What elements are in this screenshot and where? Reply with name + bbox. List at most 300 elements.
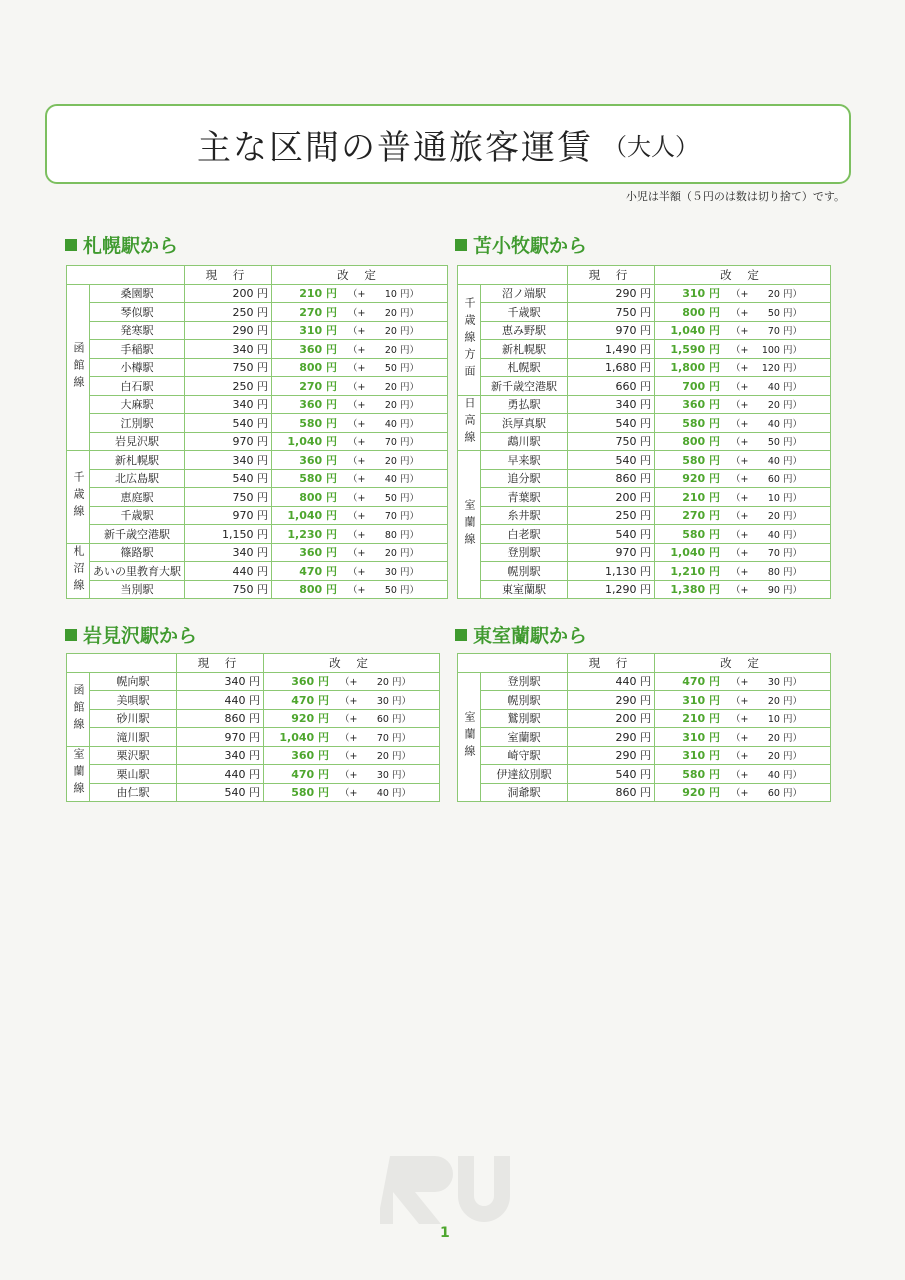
- fare-difference: [340, 395, 448, 414]
- fare-difference: [723, 488, 831, 507]
- diff-open: （+: [340, 677, 358, 689]
- diff-amount: 30 円: [376, 695, 402, 707]
- station-name: 美唄駅: [90, 691, 177, 710]
- diff-open: （+: [348, 437, 366, 449]
- diff-close: ）: [409, 566, 419, 578]
- revised-fare: 270 円: [272, 377, 341, 396]
- diff-close: ）: [792, 455, 802, 467]
- fare-difference: [723, 746, 831, 765]
- child-fare-note: 小児は半額（５円のは数は切り捨て）です。: [625, 190, 845, 203]
- station-name: 千歳駅: [481, 303, 568, 322]
- diff-open: （+: [731, 677, 749, 689]
- fare-difference: [723, 525, 831, 544]
- station-name: 浜厚真駅: [481, 414, 568, 433]
- fare-table-higashimuroran: [457, 653, 831, 802]
- fare-difference: [723, 377, 831, 396]
- diff-open: （+: [731, 381, 749, 393]
- table-row: [458, 765, 831, 784]
- table-row: [67, 395, 448, 414]
- diff-close: ）: [401, 695, 411, 707]
- station-name: 篠路駅: [90, 543, 185, 562]
- diff-close: ）: [792, 788, 802, 800]
- diff-open: （+: [348, 363, 366, 375]
- page-subtitle: （大人）: [603, 132, 699, 161]
- table-row: [67, 562, 448, 581]
- diff-close: ）: [409, 437, 419, 449]
- header-current: 現 行: [568, 654, 655, 673]
- diff-open: （+: [731, 511, 749, 523]
- current-fare: 1,680 円: [568, 358, 655, 377]
- diff-amount: 50 円: [767, 437, 793, 449]
- header-current: 現 行: [185, 266, 272, 285]
- revised-fare: 360 円: [264, 672, 333, 691]
- diff-amount: 10 円: [767, 714, 793, 726]
- revised-fare: 1,800 円: [655, 358, 724, 377]
- diff-open: （+: [340, 769, 358, 781]
- diff-amount: 40 円: [384, 418, 410, 430]
- revised-fare: 360 円: [272, 340, 341, 359]
- revised-fare: 310 円: [272, 321, 341, 340]
- diff-amount: 40 円: [376, 788, 402, 800]
- current-fare: 860 円: [568, 783, 655, 802]
- fare-difference: [723, 672, 831, 691]
- diff-amount: 70 円: [376, 732, 402, 744]
- diff-close: ）: [409, 363, 419, 375]
- header-revised: 改 定: [655, 654, 831, 673]
- fare-table-iwamizawa: [66, 653, 440, 802]
- current-fare: 540 円: [568, 414, 655, 433]
- fare-difference: [723, 358, 831, 377]
- diff-amount: 20 円: [384, 455, 410, 467]
- revised-fare: 1,040 円: [655, 321, 724, 340]
- diff-open: （+: [731, 732, 749, 744]
- line-name: 室蘭線: [458, 672, 481, 802]
- section-heading-sapporo: 札幌駅から: [65, 231, 178, 258]
- revised-fare: 310 円: [655, 284, 724, 303]
- diff-close: ）: [792, 474, 802, 486]
- table-row: [458, 746, 831, 765]
- diff-amount: 20 円: [767, 751, 793, 763]
- fare-difference: [340, 543, 448, 562]
- diff-open: （+: [348, 344, 366, 356]
- current-fare: 750 円: [185, 488, 272, 507]
- revised-fare: 920 円: [264, 709, 333, 728]
- revised-fare: 1,040 円: [272, 506, 341, 525]
- current-fare: 250 円: [185, 377, 272, 396]
- revised-fare: 580 円: [272, 469, 341, 488]
- diff-open: （+: [731, 400, 749, 412]
- diff-open: （+: [731, 307, 749, 319]
- revised-fare: 580 円: [264, 783, 333, 802]
- station-name: 琴似駅: [90, 303, 185, 322]
- station-name: 千歳駅: [90, 506, 185, 525]
- station-name: 恵み野駅: [481, 321, 568, 340]
- station-name: 手稲駅: [90, 340, 185, 359]
- table-row: [458, 451, 831, 470]
- diff-amount: 30 円: [767, 677, 793, 689]
- current-fare: 750 円: [568, 432, 655, 451]
- diff-close: ）: [792, 418, 802, 430]
- fare-difference: [723, 395, 831, 414]
- station-name: あいの里教育大駅: [90, 562, 185, 581]
- diff-open: （+: [731, 548, 749, 560]
- fare-difference: [723, 284, 831, 303]
- fare-difference: [340, 488, 448, 507]
- revised-fare: 310 円: [655, 746, 724, 765]
- diff-open: （+: [348, 289, 366, 301]
- station-name: 伊達紋別駅: [481, 765, 568, 784]
- current-fare: 340 円: [185, 395, 272, 414]
- diff-amount: 20 円: [767, 289, 793, 301]
- diff-close: ）: [401, 788, 411, 800]
- revised-fare: 1,380 円: [655, 580, 724, 599]
- diff-close: ）: [409, 511, 419, 523]
- fare-difference: [723, 506, 831, 525]
- line-name: 室蘭線: [458, 451, 481, 599]
- diff-amount: 40 円: [767, 381, 793, 393]
- table-row: [67, 432, 448, 451]
- station-name: 白石駅: [90, 377, 185, 396]
- current-fare: 540 円: [568, 765, 655, 784]
- diff-amount: 20 円: [384, 381, 410, 393]
- diff-open: （+: [348, 474, 366, 486]
- diff-open: （+: [348, 455, 366, 467]
- fare-difference: [340, 284, 448, 303]
- diff-open: （+: [731, 695, 749, 707]
- square-bullet-icon: [455, 239, 467, 251]
- current-fare: 340 円: [177, 672, 264, 691]
- current-fare: 290 円: [568, 284, 655, 303]
- revised-fare: 580 円: [655, 414, 724, 433]
- diff-amount: 120 円: [761, 363, 793, 375]
- table-row: [67, 377, 448, 396]
- revised-fare: 270 円: [272, 303, 341, 322]
- diff-close: ）: [792, 400, 802, 412]
- diff-close: ）: [792, 381, 802, 393]
- diff-amount: 20 円: [384, 400, 410, 412]
- station-name: 崎守駅: [481, 746, 568, 765]
- diff-amount: 90 円: [767, 585, 793, 597]
- header-blank: [458, 266, 568, 285]
- header-row: [458, 266, 831, 285]
- diff-close: ）: [792, 714, 802, 726]
- station-name: 東室蘭駅: [481, 580, 568, 599]
- revised-fare: 1,210 円: [655, 562, 724, 581]
- diff-open: （+: [731, 788, 749, 800]
- revised-fare: 800 円: [272, 580, 341, 599]
- table-row: [458, 395, 831, 414]
- table-row: [458, 377, 831, 396]
- fare-difference: [723, 303, 831, 322]
- fare-difference: [340, 451, 448, 470]
- current-fare: 970 円: [177, 728, 264, 747]
- diff-open: （+: [340, 732, 358, 744]
- diff-close: ）: [792, 307, 802, 319]
- diff-open: （+: [348, 326, 366, 338]
- fare-table-tomakomai: [457, 265, 831, 599]
- table-row: [67, 543, 448, 562]
- current-fare: 540 円: [568, 451, 655, 470]
- current-fare: 340 円: [568, 395, 655, 414]
- table-row: [67, 580, 448, 599]
- fare-difference: [723, 451, 831, 470]
- revised-fare: 580 円: [655, 451, 724, 470]
- revised-fare: 470 円: [264, 765, 333, 784]
- revised-fare: 800 円: [272, 488, 341, 507]
- table-row: [67, 488, 448, 507]
- section-heading-tomakomai: 苫小牧駅から: [455, 231, 587, 258]
- diff-amount: 70 円: [767, 548, 793, 560]
- table-row: [67, 414, 448, 433]
- fare-difference: [332, 765, 440, 784]
- line-name: 札沼線: [67, 543, 90, 599]
- station-name: 新千歳空港駅: [90, 525, 185, 544]
- header-row: [458, 654, 831, 673]
- diff-close: ）: [409, 289, 419, 301]
- line-name: 日高線: [458, 395, 481, 451]
- fare-difference: [340, 358, 448, 377]
- diff-amount: 20 円: [767, 511, 793, 523]
- table-row: [67, 506, 448, 525]
- fare-difference: [340, 506, 448, 525]
- diff-amount: 10 円: [767, 492, 793, 504]
- station-name: 沼ノ端駅: [481, 284, 568, 303]
- revised-fare: 360 円: [272, 543, 341, 562]
- station-name: 幌向駅: [90, 672, 177, 691]
- diff-open: （+: [731, 418, 749, 430]
- current-fare: 970 円: [568, 543, 655, 562]
- table-row: [67, 728, 440, 747]
- line-name: 千歳線: [67, 451, 90, 544]
- diff-amount: 20 円: [767, 695, 793, 707]
- table-row: [458, 709, 831, 728]
- table-row: [67, 672, 440, 691]
- station-name: 由仁駅: [90, 783, 177, 802]
- fare-difference: [723, 765, 831, 784]
- diff-open: （+: [731, 474, 749, 486]
- diff-open: （+: [348, 307, 366, 319]
- diff-amount: 20 円: [767, 732, 793, 744]
- table-row: [67, 765, 440, 784]
- revised-fare: 1,590 円: [655, 340, 724, 359]
- table-row: [458, 728, 831, 747]
- current-fare: 290 円: [568, 746, 655, 765]
- diff-close: ）: [792, 677, 802, 689]
- fare-difference: [723, 321, 831, 340]
- diff-close: ）: [409, 381, 419, 393]
- diff-open: （+: [731, 455, 749, 467]
- diff-close: ）: [409, 474, 419, 486]
- station-name: 桑園駅: [90, 284, 185, 303]
- table-row: [67, 303, 448, 322]
- section-heading-higashimuroran: 東室蘭駅から: [455, 621, 587, 648]
- diff-open: （+: [731, 751, 749, 763]
- fare-difference: [723, 580, 831, 599]
- table-row: [458, 525, 831, 544]
- diff-amount: 10 円: [384, 289, 410, 301]
- station-name: 江別駅: [90, 414, 185, 433]
- table-row: [458, 303, 831, 322]
- diff-amount: 20 円: [767, 400, 793, 412]
- line-name: 函館線: [67, 284, 90, 451]
- diff-amount: 20 円: [376, 677, 402, 689]
- diff-amount: 50 円: [384, 363, 410, 375]
- fare-difference: [332, 783, 440, 802]
- current-fare: 250 円: [568, 506, 655, 525]
- current-fare: 750 円: [568, 303, 655, 322]
- table-row: [67, 451, 448, 470]
- diff-amount: 60 円: [767, 474, 793, 486]
- diff-close: ）: [401, 714, 411, 726]
- table-row: [458, 358, 831, 377]
- diff-open: （+: [348, 381, 366, 393]
- diff-close: ）: [792, 326, 802, 338]
- current-fare: 540 円: [185, 469, 272, 488]
- current-fare: 1,490 円: [568, 340, 655, 359]
- station-name: 勇払駅: [481, 395, 568, 414]
- revised-fare: 1,230 円: [272, 525, 341, 544]
- diff-open: （+: [340, 788, 358, 800]
- header-blank: [458, 654, 568, 673]
- title-box: [45, 104, 851, 184]
- table-row: [458, 506, 831, 525]
- station-name: 砂川駅: [90, 709, 177, 728]
- diff-amount: 50 円: [384, 585, 410, 597]
- fare-difference: [723, 709, 831, 728]
- current-fare: 660 円: [568, 377, 655, 396]
- revised-fare: 360 円: [655, 395, 724, 414]
- diff-amount: 70 円: [767, 326, 793, 338]
- table-row: [67, 691, 440, 710]
- revised-fare: 210 円: [655, 709, 724, 728]
- revised-fare: 700 円: [655, 377, 724, 396]
- table-row: [67, 525, 448, 544]
- table-row: [67, 783, 440, 802]
- diff-close: ）: [409, 326, 419, 338]
- page-number: 1: [440, 1225, 450, 1241]
- diff-amount: 80 円: [384, 529, 410, 541]
- table-row: [458, 562, 831, 581]
- diff-open: （+: [348, 529, 366, 541]
- fare-difference: [340, 340, 448, 359]
- revised-fare: 800 円: [272, 358, 341, 377]
- diff-open: （+: [348, 492, 366, 504]
- diff-amount: 80 円: [767, 566, 793, 578]
- station-name: 糸井駅: [481, 506, 568, 525]
- diff-open: （+: [731, 769, 749, 781]
- station-name: 登別駅: [481, 543, 568, 562]
- current-fare: 440 円: [568, 672, 655, 691]
- current-fare: 340 円: [185, 543, 272, 562]
- diff-open: （+: [340, 751, 358, 763]
- diff-close: ）: [792, 732, 802, 744]
- fare-difference: [723, 783, 831, 802]
- diff-close: ）: [792, 548, 802, 560]
- current-fare: 440 円: [177, 691, 264, 710]
- table-row: [458, 691, 831, 710]
- jr-logo-watermark-icon: [380, 1148, 510, 1232]
- station-name: 栗山駅: [90, 765, 177, 784]
- fare-difference: [340, 580, 448, 599]
- diff-open: （+: [731, 714, 749, 726]
- diff-close: ）: [409, 400, 419, 412]
- revised-fare: 470 円: [264, 691, 333, 710]
- diff-amount: 40 円: [384, 474, 410, 486]
- header-row: [67, 654, 440, 673]
- diff-amount: 50 円: [384, 492, 410, 504]
- diff-amount: 20 円: [384, 548, 410, 560]
- current-fare: 750 円: [185, 580, 272, 599]
- current-fare: 540 円: [185, 414, 272, 433]
- diff-amount: 60 円: [767, 788, 793, 800]
- diff-close: ）: [792, 492, 802, 504]
- diff-amount: 100 円: [761, 344, 793, 356]
- diff-close: ）: [409, 418, 419, 430]
- station-name: 洞爺駅: [481, 783, 568, 802]
- current-fare: 970 円: [568, 321, 655, 340]
- diff-close: ）: [792, 585, 802, 597]
- diff-open: （+: [348, 548, 366, 560]
- table-row: [458, 414, 831, 433]
- revised-fare: 580 円: [655, 525, 724, 544]
- diff-close: ）: [792, 289, 802, 301]
- fare-difference: [340, 303, 448, 322]
- diff-open: （+: [731, 344, 749, 356]
- fare-difference: [723, 414, 831, 433]
- table-row: [67, 358, 448, 377]
- fare-difference: [723, 469, 831, 488]
- diff-close: ）: [401, 677, 411, 689]
- current-fare: 340 円: [177, 746, 264, 765]
- station-name: 栗沢駅: [90, 746, 177, 765]
- diff-amount: 20 円: [384, 307, 410, 319]
- current-fare: 200 円: [568, 488, 655, 507]
- fare-difference: [723, 728, 831, 747]
- header-row: [67, 266, 448, 285]
- diff-open: （+: [731, 437, 749, 449]
- table-row: [458, 488, 831, 507]
- diff-amount: 20 円: [384, 344, 410, 356]
- fare-difference: [332, 709, 440, 728]
- diff-open: （+: [731, 585, 749, 597]
- station-name: 大麻駅: [90, 395, 185, 414]
- revised-fare: 470 円: [655, 672, 724, 691]
- line-name: 室蘭線: [67, 746, 90, 802]
- table-row: [67, 469, 448, 488]
- current-fare: 970 円: [185, 432, 272, 451]
- diff-close: ）: [792, 695, 802, 707]
- station-name: 小樽駅: [90, 358, 185, 377]
- station-name: 新札幌駅: [481, 340, 568, 359]
- fare-difference: [340, 525, 448, 544]
- table-row: [458, 432, 831, 451]
- diff-open: （+: [731, 492, 749, 504]
- current-fare: 440 円: [185, 562, 272, 581]
- current-fare: 340 円: [185, 451, 272, 470]
- diff-close: ）: [792, 344, 802, 356]
- diff-close: ）: [409, 548, 419, 560]
- station-name: 新札幌駅: [90, 451, 185, 470]
- diff-amount: 60 円: [376, 714, 402, 726]
- diff-amount: 40 円: [767, 455, 793, 467]
- current-fare: 290 円: [185, 321, 272, 340]
- table-row: [67, 321, 448, 340]
- station-name: 鵡川駅: [481, 432, 568, 451]
- station-name: 当別駅: [90, 580, 185, 599]
- revised-fare: 210 円: [655, 488, 724, 507]
- fare-table-sapporo: [66, 265, 448, 599]
- diff-close: ）: [409, 585, 419, 597]
